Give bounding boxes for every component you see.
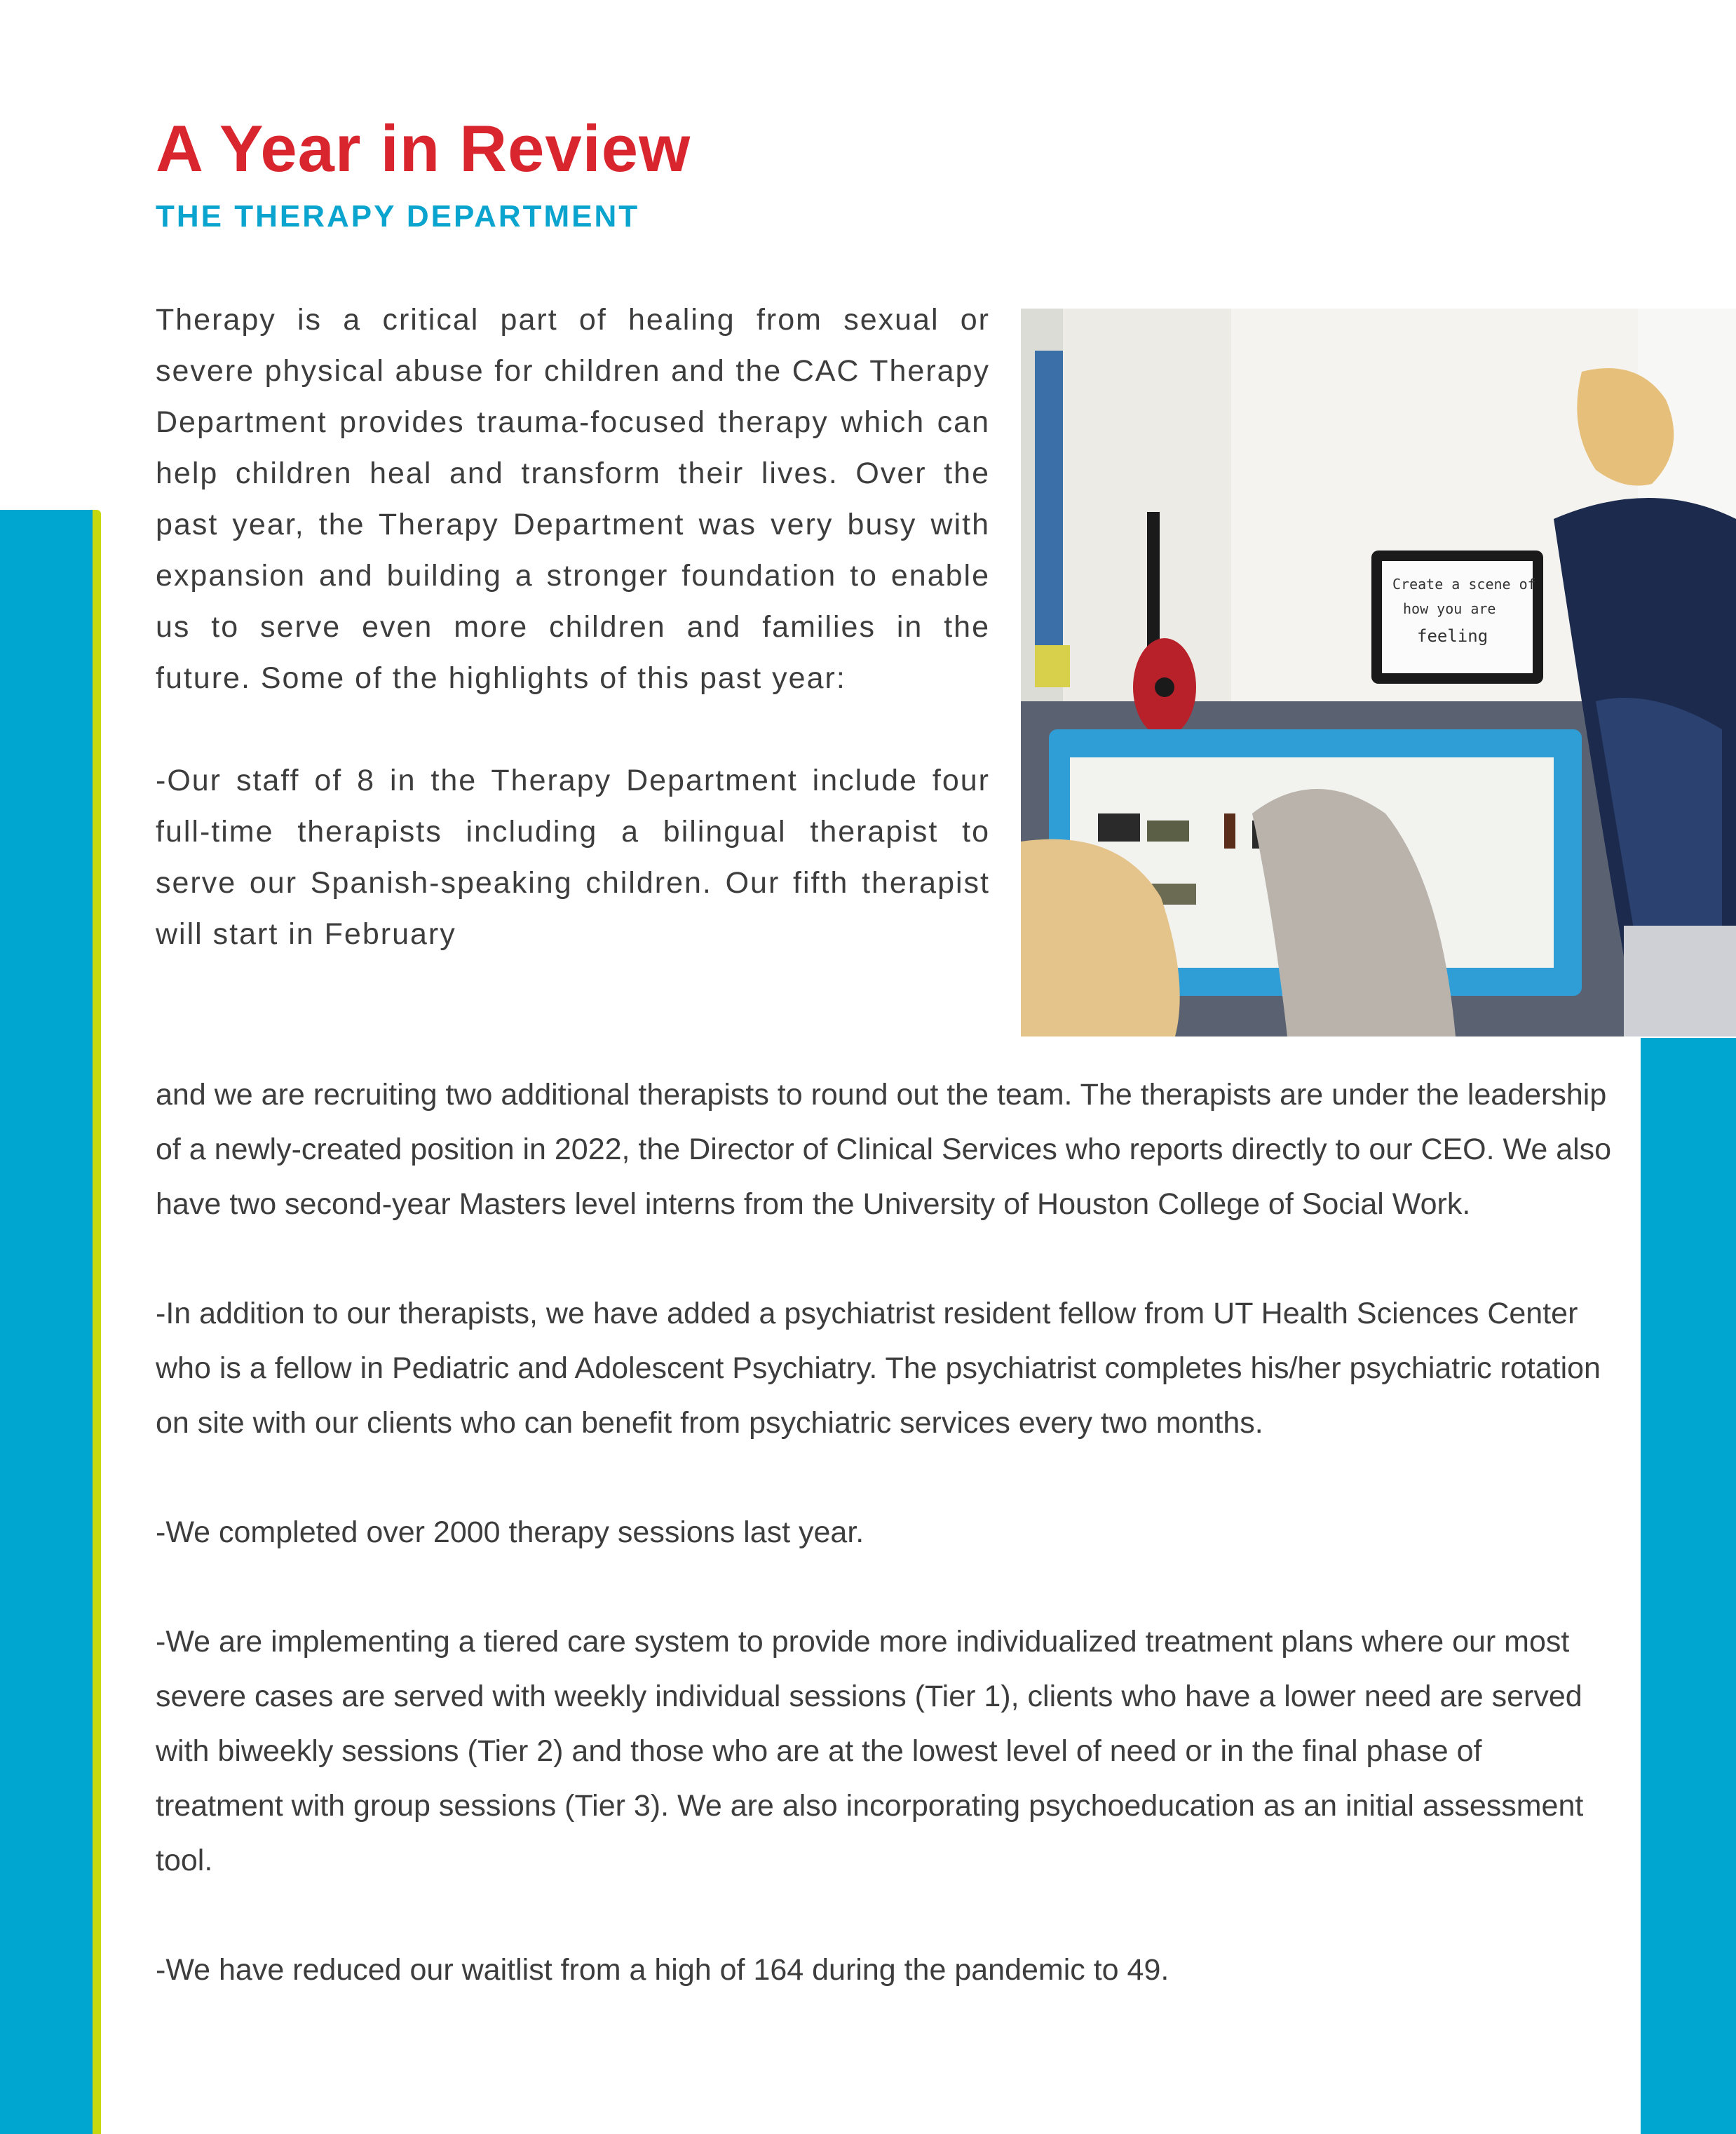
left-lime-stripe (93, 510, 101, 2134)
therapy-photo (1021, 309, 1736, 1036)
right-accent-bar (1641, 1038, 1736, 2134)
waitlist-paragraph: -We have reduced our waitlist from a high of 164 during the pandemic to 49. (156, 1953, 1169, 1987)
intro-column (156, 295, 990, 1011)
left-accent-bar (0, 510, 93, 2134)
section-subtitle: THE THERAPY DEPARTMENT (156, 199, 640, 234)
intro-paragraph: Therapy is a critical part of healing from sexual or severe physical abuse for children and the CAC Therapy Department provides trauma-focused therapy which can help children heal and transform their lives. Over the past year, the Therapy Department was very busy with expansion and building a stronger foundation to enable us to serve even more children and families in the future. Some of the highlights of this past year: (156, 303, 990, 695)
sign-line-1: Create a scene of (1392, 576, 1536, 593)
sign-line-2: how you are (1403, 600, 1496, 617)
sessions-paragraph: -We completed over 2000 therapy sessions last year. (156, 1515, 864, 1549)
staff-paragraph: -Our staff of 8 in the Therapy Department include four full-time therapists including a bilingual therapist to serve our Spanish-speaking children. Our fifth therapist will start in February (156, 764, 990, 951)
staff-continued-paragraph: and we are recruiting two additional therapists to round out the team. The therapists are under the leadership of a newly-created position in 2022, the Director of Clinical Services who reports directly to our CEO. We also have two second-year Masters level interns from the University of Houston College of Social Work. (156, 1078, 1612, 1221)
tiered-care-paragraph: -We are implementing a tiered care system to provide more individualized treatment plans where our most severe cases are served with weekly individual sessions (Tier 1), clients who have a lower need are served with biweekly sessions (Tier 2) and those who are at the lowest level of need or in the final phase of treatment with group sessions (Tier 3). We are also incorporating psychoeducation as an initial assessment tool. (156, 1625, 1584, 1877)
sign-line-3: feeling (1417, 626, 1489, 646)
body-column (156, 1067, 1614, 2052)
feeling-sign (1371, 551, 1543, 684)
psychiatrist-paragraph: -In addition to our therapists, we have added a psychiatrist resident fellow from UT Health Sciences Center who is a fellow in Pediatric and Adolescent Psychiatry. The psychiatrist completes his/her psychiatric rotation on site with our clients who can benefit from psychiatric services every two months. (156, 1297, 1601, 1440)
page-title: A Year in Review (156, 112, 691, 185)
